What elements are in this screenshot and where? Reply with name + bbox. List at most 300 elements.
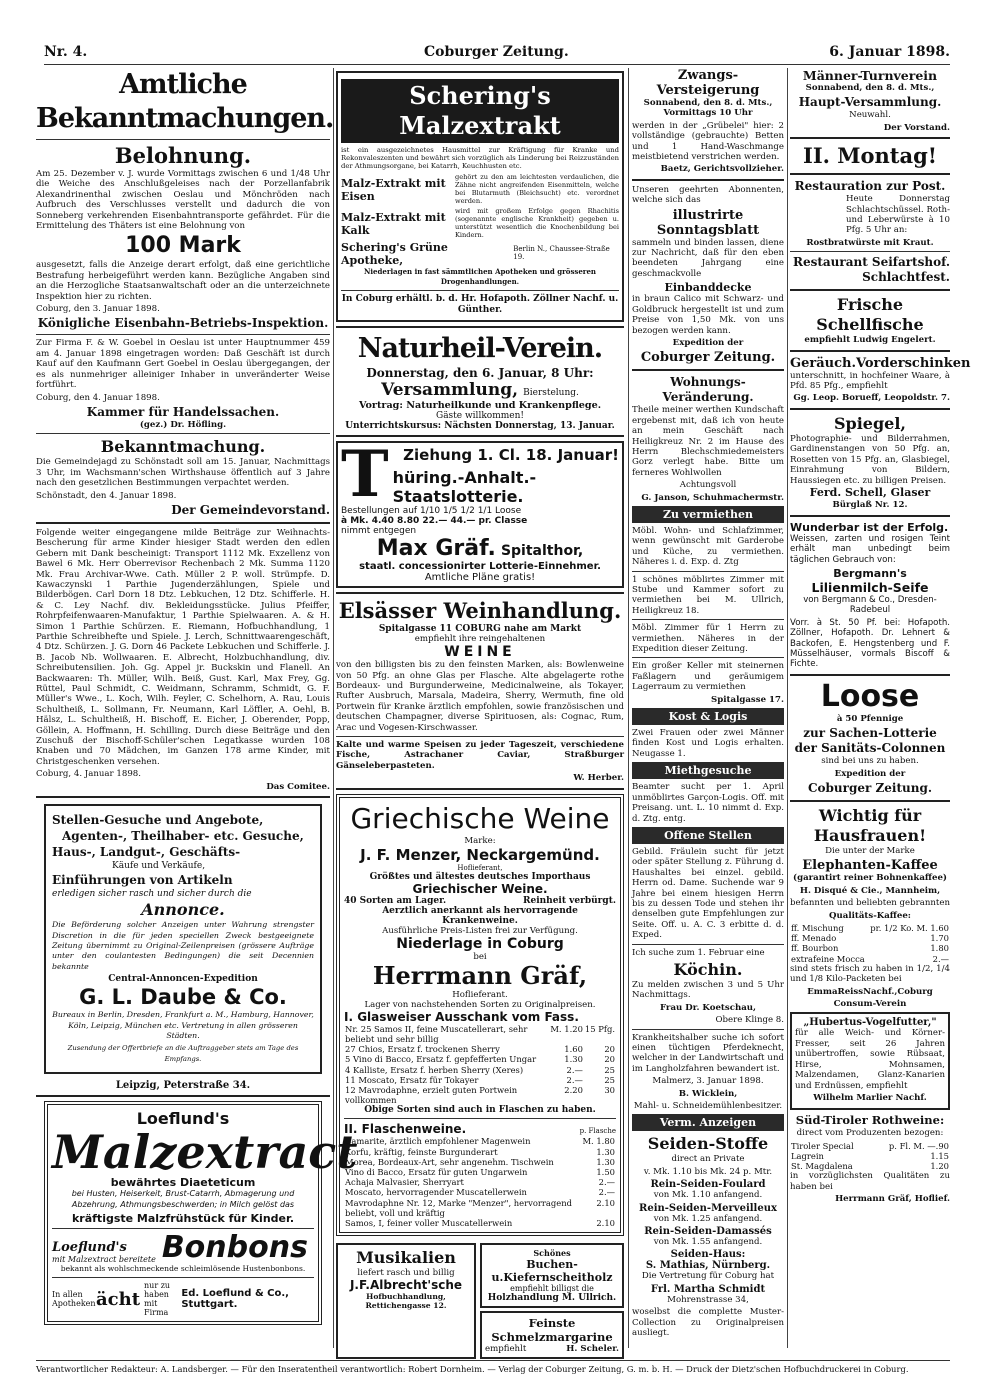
coffee-heading: Wichtig für Hausfrauen!	[813, 806, 927, 845]
lottery-agent-title: staatl. concessionirter Lotterie-Einnehmer.	[359, 561, 601, 573]
tyrol-wine-note: in vorzüglichsten Qualitäten zu haben bei	[790, 1171, 950, 1192]
greek-wine-sorten: 40 Sorten am Lager.	[344, 895, 447, 906]
announcement-title: Bekanntmachung.	[100, 437, 266, 457]
subscriber-text: Unseren geehrten Abonnenten, welche sich das	[632, 184, 784, 206]
wine-row-p2: 20	[604, 1054, 615, 1065]
loeflund-ad	[44, 1101, 358, 1325]
vacancy-text: Gebild. Fräulein sucht für jetzt oder später Stellung z. Führung d. Haushaltes bei einzel. gebild. Herrn od. Dame. Suchende war 9 Jahre bei einem hiesigen Herrn bis zu dessen Tode und stehen ihr denselben gute Empfehlungen zur Seite. Off. u. A. C. 3 erbitte d. d. Exped.	[632, 846, 784, 941]
rent-wanted-text: Beamter sucht per 1. April unmöblirtes Garçon-Logis. Off. mit Preisang. unt. L. 10 nimmt d. Exp. d. Ztg. entg.	[632, 782, 784, 824]
monday-heading: II. Montag!	[803, 143, 937, 169]
firm-notice-text: Zur Firma F. & W. Goebel in Oeslau ist unter Hauptnummer 459 am 4. Januar 1898 eingetragen worden: Daß Geschäft ist durch Kauf auf den Kaufmann Gert Goebel in Oeslau übergegangen, der es als nunmehriger alleiniger Inhaber in unveränderter Weise fortführt.	[36, 338, 330, 391]
schering-apotheke: Schering's Grüne Apotheke,	[341, 240, 448, 267]
donations-signature: Das Comitee.	[266, 781, 330, 792]
daube-line: erledigen sicher rasch und sicher durch die	[52, 889, 252, 900]
daube-line: Käufe und Verkäufe,	[112, 861, 206, 872]
silk-vertretung: Die Vertretung für Coburg hat	[641, 1271, 775, 1282]
soap-firm: von Bergmann & Co., Dresden-Radebeul	[803, 594, 937, 616]
music-text: liefert rasch und billig	[357, 1268, 455, 1279]
greek-wine-hoflieferant: Hoflieferant.	[452, 989, 508, 1000]
wine-row	[344, 1065, 616, 1075]
tyrol-row-p: p. Fl. M. —.90	[888, 1140, 949, 1151]
vacancy-date: Malmerz, 3. Januar 1898.	[652, 1076, 764, 1087]
coffee-row-name: extrafeine Mocca	[791, 953, 865, 964]
wine-row	[344, 1085, 616, 1105]
column-4	[790, 68, 971, 1207]
reward-signature: Königliche Eisenbahn-Betriebs-Inspektion.	[37, 316, 329, 331]
lottery-initial: T	[341, 437, 389, 513]
loeflund-name: Loeflund's	[136, 1109, 230, 1129]
issue-number: Nr. 4.	[44, 44, 88, 60]
daube-cities: Bureaux in Berlin, Dresden, Frankfurt a. M., Hamburg, Hannover, Köln, Leipzig, München etc. Vertretung in allen grösseren Städten.	[52, 1010, 314, 1040]
music-sub: Hofbuchhandlung, Rettichengasse 12.	[365, 1292, 447, 1311]
soap-heading: Wunderbar ist der Erfolg.	[790, 520, 949, 534]
birdseed-text: für alle Weich- und Körner-Fresser, seit 26 Jahren unübertroffen, sowie Rübsaat, Hirse, Mohnsamen, Malzendamen, Glanz-Kanarien und Erdnüssen, empfiehlt	[795, 1028, 945, 1091]
vacancy-cook-signature: Frau Dr. Koetschau,	[659, 1002, 757, 1013]
gym-club-meeting: Haupt-Versammlung.	[798, 95, 942, 110]
wine-row	[344, 1157, 616, 1167]
wine-row-p2: 15 Pfg.	[584, 1023, 615, 1034]
coffee-title: Elephanten-Kaffee	[802, 858, 938, 874]
subscriber-text-3: in braun Calico mit Schwarz- und Goldbruck hergestellt ist und zum Preise von 1,50 Mk. von uns bezogen werden kann.	[632, 294, 784, 336]
coffee-row	[790, 933, 950, 943]
wine-row	[344, 1187, 616, 1197]
restaurant-seifartshof-title: Restaurant Seifartshof.	[792, 255, 950, 270]
silk-haus: Seiden-Haus:	[670, 1249, 746, 1261]
margarine-ad	[480, 1311, 624, 1359]
loeflund-bonbons-pre: Loeflund's	[52, 1239, 127, 1255]
loose-expedition: Expedition der	[834, 768, 906, 779]
coffee-text-2: sind stets frisch zu haben in 1/2, 1/4 und 1/8 Kilo-Packeten bei	[790, 963, 950, 985]
subscriber-decke: Einbanddecke	[664, 281, 752, 295]
wine-row-name: 4 Kalliste, Ersatz f. herben Sherry (Xeres)	[345, 1064, 524, 1075]
silk-title: Seiden-Stoffe	[647, 1134, 769, 1154]
tyrol-wine-title: Süd-Tiroler Rothweine:	[795, 1113, 945, 1128]
reward-amount: 100 Mark	[125, 233, 241, 259]
wine-row-p: 1.50	[596, 1166, 615, 1177]
wine-row-name: 12 Mavrodaphne, erzielt guten Portwein vollkommen	[345, 1084, 518, 1106]
schering-niederlagen: Niederlagen in fast sämmtlichen Apotheken und grösseren Drogenhandlungen.	[363, 266, 597, 287]
restaurant-post-braten: Rostbratwürste mit Kraut.	[806, 237, 934, 248]
announcement-signature: Der Gemeindevorstand.	[171, 502, 330, 517]
reward-title: Belohnung.	[114, 143, 252, 168]
lottery-ziehung: Ziehung 1. Cl. 18. Januar!	[403, 446, 619, 465]
subscriber-title: illustrirte Sonntagsblatt	[656, 207, 760, 238]
loeflund-bonbons: Bonbons	[161, 1229, 308, 1265]
coffee-row-name: ff. Bourbon	[791, 943, 839, 954]
tyrol-row	[790, 1141, 950, 1151]
subscriber-expedition: Expedition der	[672, 337, 744, 348]
coffee-row-p: 2.—	[932, 953, 949, 964]
silk-note: woselbst die complette Muster-Collection zu Originalpreisen ausliegt.	[632, 1307, 784, 1339]
mirror-address: Bürglaß Nr. 12.	[832, 500, 908, 511]
naturheil-location: Bierstelung.	[523, 388, 579, 399]
wood-empfiehlt: empfiehlt billigst die	[510, 1284, 594, 1294]
relocation-text: Theile meiner werthen Kundschaft ergebenst mit, daß ich von heute an mein Geschäft nach Heiligkreuz Nr. 2 im Hause des Herrn Blechschmiedemeisters Gorz verlegt habe. Bitte um ferneres Wohlwollen	[632, 405, 784, 478]
schering-ad	[336, 71, 624, 322]
music-ad	[336, 1243, 476, 1359]
firm-notice-signature-2: (gez.) Dr. Höfling.	[139, 419, 227, 430]
birdseed-title: „Hubertus-Vogelfutter,"	[803, 1017, 937, 1029]
wine-row-name: Achaja Malvasier, Sherryart	[345, 1177, 464, 1188]
silk-sub: direct an Private	[671, 1154, 745, 1165]
coffee-row-name: ff. Menado	[791, 933, 837, 944]
loose-price: à 50 Pfennige	[836, 713, 904, 724]
loose-text: zur Sachen-Lotterie der Sanitäts-Colonnen	[794, 726, 946, 756]
greek-wine-bei: bei	[473, 951, 487, 962]
silk-text: v. Mk. 1.10 bis Mk. 24 p. Mtr.	[643, 1166, 773, 1177]
wine-row-p1: M. 1.20	[550, 1023, 583, 1034]
tyrol-row-p: 1.20	[930, 1161, 949, 1172]
wine-row-p: M. 1.80	[582, 1136, 615, 1147]
greek-wine-table-1	[344, 1024, 616, 1106]
vacancy-cook-text: Zu melden zwischen 3 und 5 Uhr Nachmittags.	[632, 979, 784, 1001]
gym-club-title: Männer-Turnverein	[802, 68, 938, 83]
vacancies-heading: Offene Stellen	[632, 827, 784, 844]
wood-title: Buchen-u.Kiefernscheitholz	[491, 1258, 613, 1285]
wine-row-name: Nr. 25 Samos II, feine Muscatellerart, sehr beliebt und sehr billig	[345, 1023, 528, 1044]
coffee-row-p: pr. 1/2 Ko. M. 1.60	[870, 923, 949, 934]
greek-wine-niederlage: Niederlage in Coburg	[396, 935, 564, 952]
fish-title: Frische Schellfische	[816, 295, 924, 335]
subscriber-text-2: sammeln und binden lassen, diene zur Nachricht, daß für den eben beendeten Jahrgang eine geschmackvolle	[632, 237, 784, 279]
wine-row	[344, 1198, 616, 1218]
soap-brand: Bergmann's	[833, 566, 907, 580]
tyrol-row-name: Tiroler Special	[791, 1140, 854, 1151]
relocation-title: Wohnungs-Veränderung.	[662, 375, 754, 405]
naturheil-versammlung: Versammlung,	[381, 380, 519, 401]
wine-row	[344, 1177, 616, 1187]
auction-text: werden in der „Grübelei" hier: 2 vollständige (gebrauchte) Betten und 1 Hand-Waschmange meistbietend verstrichen werden.	[632, 120, 784, 163]
auction-date: Sonnabend, den 8. d. Mts., Vormittags 10 Uhr	[643, 98, 773, 119]
greek-wine-groesstes: Größtes und ältestes deutsches Importhaus	[369, 871, 591, 882]
wine-row	[344, 1054, 616, 1064]
greek-wine-table-2	[344, 1136, 616, 1228]
wine-row-p1: 2.—	[566, 1074, 583, 1085]
greek-wine-firm: J. F. Menzer, Neckargemünd.	[360, 845, 600, 864]
elsaesser-text: von den billigsten bis zu den feinsten Marken, als: Bowlenweine von 50 Pfg. an ohne Glas per Flasche. Alte abgelagerte rothe Bordeaux- und Burgunderweine, Medicinalweine, als Tokayer, Rufter Ausbruch, Marsala, Madeira, Sherry, Wermuth, fine old Portwein für Kranke ärztlich empfohlen, sowie französischen und deutschen Champagner, diverse Spirituosen, als: Cognac, Rum, Arac und Vogesen-Kirschwasser.	[336, 660, 624, 733]
rent-wanted-heading: Miethgesuche	[632, 762, 784, 779]
daube-address: Leipzig, Peterstraße 34.	[115, 1080, 251, 1092]
wine-row	[344, 1218, 616, 1228]
greek-wine-preislisten: Ausführliche Preis-Listen frei zur Verfügung.	[382, 925, 578, 936]
wine-row	[344, 1147, 616, 1157]
silk-damasses-price: von Mk. 1.55 anfangend.	[653, 1237, 763, 1248]
wine-row	[344, 1136, 616, 1146]
wine-row-name: Camarite, ärztlich empfohlener Magenwein	[345, 1136, 531, 1147]
tyrol-row-name: Lagrein	[791, 1150, 824, 1161]
column-2	[336, 68, 624, 1362]
lottery-agent-address: Spitalthor,	[500, 543, 584, 560]
page-header	[44, 40, 950, 65]
wine-row-name: Mavrodaphne Nr. 12, Marke "Menzer", hervorragend beliebt, voll und kräftig	[345, 1197, 572, 1218]
wine-row-name: Moscato, hervorragender Muscatellerwein	[345, 1187, 527, 1198]
restaurant-post-text: Heute Donnerstag Schlachtschüssel. Roth- und Leberwürste à 10 Pfg. 5 Uhr an:	[846, 194, 950, 236]
birdseed-ad	[790, 1012, 950, 1110]
wine-row-p1: 2.—	[566, 1064, 583, 1075]
to-let-item: Ein großer Keller mit steinernen Faßlagern und geräumigem Lagerraum zu vermiethen	[632, 661, 784, 693]
schering-coburg: In Coburg erhältl. b. d. Hr. Hofapoth. Zöllner Nachf. u. Günther.	[341, 294, 619, 315]
reward-text-2: ausgesetzt, falls die Anzeige derart erfolgt, daß eine gerichtliche Bestrafung herbeigeführt werden kann. Bezügliche Angaben sind an die Herzogliche Staatsanwaltschaft oder an die unterzeichnete Inspektion hier zu richten.	[36, 260, 330, 302]
wood-schoenes: Schönes	[533, 1248, 571, 1259]
gym-club-date: Sonnabend, den 8. d. Mts.,	[805, 83, 935, 93]
loeflund-product: Malzextract	[52, 1125, 358, 1180]
announcement-text: Die Gemeindejagd zu Schönstadt soll am 15. Januar, Nachmittags 3 Uhr, im Wachsmann'schen Wirthshause öffentlich auf 3 Jahre nach den gesetzlichen Bestimmungen verpachtet werden.	[36, 457, 330, 489]
naturheil-vortrag: Vortrag: Naturheilkunde und Krankenpflege.	[358, 400, 602, 412]
daube-line: Stellen-Gesuche und Angebote,	[52, 813, 264, 828]
vacancy-cook-address: Obere Klinge 8.	[715, 1015, 784, 1026]
loeflund-footer-b: ächt	[96, 1288, 141, 1310]
greek-wine-rein: Reinheit verbürgt.	[522, 895, 616, 906]
daube-expedition: Central-Annoncen-Expedition	[108, 974, 258, 985]
wine-row-name: Samos, I, feiner voller Muscatellerwein	[345, 1217, 513, 1228]
elsaesser-signature: W. Herber.	[573, 773, 624, 784]
column-rule	[787, 68, 788, 1348]
lottery-prices: à Mk. 4.40 8.80 22.— 44.— pr. Classe	[341, 516, 528, 527]
music-title: Musikalien	[356, 1248, 456, 1268]
silk-address: Mohrenstrasse 34,	[667, 1294, 749, 1305]
coffee-marke: Die unter der Marke	[825, 846, 915, 856]
coffee-row	[790, 954, 950, 964]
reward-text: Am 25. Dezember v. J. wurde Vormittags zwischen 6 und 1/48 Uhr die Weiche des Anschlußgeleises nach der Porzellanfabrik Alexandrinenthal zwischen Oeslau und Mönchröden nach Aufbruch des Verschlusses verstellt und dadurch die von Sonneberg verkehrenden Eisenbahntransporte gefährdet. Für die Ermittelung des Thäters ist eine Belohnung von	[36, 169, 330, 232]
lottery-ad	[336, 437, 624, 588]
soap-product: Lilienmilch-Seife	[811, 579, 929, 595]
margarine-title: Feinste Schmelzmargarine	[491, 1316, 613, 1345]
lottery-nimmt: nimmt entgegen	[341, 526, 417, 537]
relocation-achtung: Achtungsvoll	[679, 480, 737, 491]
wine-row-name: 11 Moscato, Ersatz für Tokayer	[345, 1074, 479, 1085]
wine-row-p: 2.10	[596, 1217, 615, 1228]
donations-text: Folgende weiter eingegangene milde Beiträge zur Weihnachts-Bescherung für arme Kinder hiesiger Stadt werden den edlen Gebern mit Dank bescheinigt: Transport 1112 Mk. Exzellenz von Bawel 6 Mk. Herr Oberrevisor Rechenbach 2 Mk. Summa 1120 Mk. Frau Archivar-Wwe. Cath. Müller 2 P. woll. Strümpfe. D. Kawaczynski 1 Parthie Jugenderzählungen, Spiele und Bilderbögen. Carl Dorn 18 Dtz. Lebkuchen, 12 Dtz. Schifferle. H. & C. Ley Nachf. div. Bekleidungsstücke. Julius Pfeiffer, Rohrpfeifenwaaren-Manufaktur, 1 Parthie Spielwaaren. A. & H. Simon 1 Parthie Schürzen. E. Riemann, Hofbuchhandlung, 1 Parthie Schreibhefte und Spiele. J. Lerch, Schnittwaarengeschäft, 4 Dtz. Schürzen. J. G. Dorn 46 Packete Lebkuchen und Schifferle. J. B. Jacob Nb. Wollwaaren. E. Albrecht, Holzbuchhandlung, div. Schreibutensilien. Joh. Gg. Appel jr. Buckskin und Flanell. An Backwaaren: Th. Müller, Wilh. Beiß, Gust. Karl, Max Frey, Gg. Rüttel, Paul Schmidt, C. Weidmann, Schramm, Schmidt, G. F. Müller's Wwe., L. Koch, Wilh. Feyler, C. Schelhorn, A. Rau, Louis Schultheiß, L. Sollmann, Fr. Neumann, Karl Löffler, A. Oehl, B. Hälsz, L. Schultheiß, H. Bischoff, E. Eicher, J. Oberender, Popp, Göllein, A. Hoffmann, H. Schilling. Durch diese Beiträge und den Zuschuß der Bischoff-Schüler'schen Legatkasse wurden 108 Knaben und 70 Mädchen, im Ganzen 178 arme Kinder, mit Christgeschenken versehen.	[36, 527, 330, 767]
wood-ad	[480, 1243, 624, 1308]
mirror-signature: Ferd. Schell, Glaser	[809, 485, 931, 499]
wine-row-p1: 1.60	[564, 1044, 583, 1055]
loeflund-sub: bewährtes Diaeteticum	[110, 1176, 256, 1190]
loeflund-text: bei Husten, Heiserkeit, Brust-Catarrh, Abmagerung und Abzehrung, Athmungsbeschwerden; in Milch gelöst das	[71, 1189, 295, 1209]
tyrol-row-name: St. Magdalena	[791, 1161, 853, 1172]
greek-wine-section-2: II. Flaschenweine.	[344, 1122, 467, 1137]
column-3	[632, 68, 784, 1341]
tyrol-row-p: 1.15	[930, 1150, 949, 1161]
firm-notice-date: Coburg, den 4. Januar 1898.	[36, 392, 160, 403]
relocation-signature: G. Janson, Schuhmachermstr.	[641, 492, 784, 503]
announcement-date: Schönstadt, den 4. Januar 1898.	[36, 490, 177, 501]
to-let-item: Möbl. Wohn- und Schlafzimmer, wenn gewünscht mit Garderobe und Küche, zu vermiethen. Näheres i. d. Exp. d. Ztg	[632, 525, 784, 568]
elsaesser-address: Spitalgasse 11 COBURG nahe am Markt	[378, 624, 582, 635]
gym-club-signature: Der Vorstand.	[883, 122, 950, 133]
loose-sub: sind bei uns zu haben.	[821, 756, 919, 767]
greek-wine-title: Griechische Weine	[350, 801, 610, 835]
daube-line: Haus-, Landgut-, Geschäfts-	[52, 845, 241, 860]
wine-row-p1: 1.30	[564, 1054, 583, 1065]
loose-zeitung: Coburger Zeitung.	[807, 781, 933, 795]
wine-row-p2: 25	[604, 1074, 615, 1085]
newspaper-title: Coburger Zeitung.	[424, 44, 569, 60]
coffee-firm: H. Disqué & Cie., Mannheim,	[799, 885, 941, 896]
greek-wine-obige: Obige Sorten sind auch in Flaschen zu haben.	[364, 1105, 596, 1116]
wood-name: Holzhandlung M. Ullrich.	[487, 1293, 617, 1304]
daube-name: G. L. Daube & Co.	[79, 985, 287, 1010]
silk-damasses: Rein-Seiden-Damassés	[644, 1226, 772, 1238]
music-name: J.F.Albrecht'sche	[349, 1278, 463, 1293]
coffee-row	[790, 943, 950, 953]
lottery-plaene: Amtliche Pläne gratis!	[424, 572, 536, 584]
elsaesser-empfiehlt: empfiehlt ihre reingehaltenen	[414, 634, 546, 645]
greek-wine-dealer: Herrmann Gräf,	[372, 960, 588, 990]
silk-foulard: Rein-Seiden-Foulard	[650, 1179, 766, 1191]
greek-wine-aerztlich: Aerztlich anerkannt als hervorragende Krankenweine.	[382, 905, 578, 926]
auction-signature: Baetz, Gerichtsvollzieher.	[660, 164, 784, 175]
coffee-text: befannten und beliebten gebrannten	[790, 898, 951, 909]
wine-row-name: 5 Vino di Bacco, Ersatz f. gepfefferten Ungar	[345, 1054, 537, 1065]
coffee-row-p: 1.80	[930, 943, 949, 954]
elsaesser-weine: WEINE	[444, 644, 516, 661]
daube-line: Einführungen von Artikeln	[52, 873, 233, 888]
to-let-heading: Zu vermiethen	[632, 506, 784, 523]
schering-title: Schering's Malzextrakt	[341, 79, 619, 143]
greek-wine-sub: Griechischer Weine.	[412, 881, 548, 896]
wine-row-p: 2.—	[598, 1187, 615, 1198]
margarine-empfiehlt: empfiehlt	[485, 1344, 527, 1355]
official-notices-heading: Amtliche Bekanntmachungen.	[36, 69, 334, 134]
schering-kalk-text: wird mit großem Erfolge gegen Rhachitis (sogenannte englische Krankheit) gegeben u. unterstützt wesentlich die Knochenbildung bei Kindern.	[455, 206, 619, 239]
schering-eisen-text: gehört zu den am leichtesten verdaulichen, die Zähne nicht angreifenden Eisenmitteln, welche bei Blutarmuth (Bleichsucht) etc. verordnet werden.	[455, 172, 619, 205]
wine-row	[344, 1024, 616, 1044]
to-let-item: 1 schönes möblirtes Zimmer mit Stube und Kammer sofort zu vermiethen bei M. Ullrich, Heiligkreuz 18.	[632, 574, 784, 616]
greek-wine-ad	[336, 794, 624, 1236]
firm-notice-signature: Kammer für Handelssachen.	[86, 404, 280, 419]
donations-date: Coburg, 4. Januar 1898.	[36, 769, 141, 780]
greek-wine-marke: Marke:	[464, 835, 496, 846]
wine-row-p1: 2.20	[564, 1084, 583, 1095]
schering-apotheke-address: Berlin N., Chaussee-Straße 19.	[513, 244, 610, 261]
greek-wine-per-bottle: p. Flasche	[579, 1127, 616, 1136]
greek-wine-firm-note: Hoflieferant,	[457, 863, 503, 872]
loeflund-food: kräftigste Malzfrühstück für Kinder.	[71, 1211, 295, 1225]
wine-row-p2: 25	[604, 1064, 615, 1075]
tyrol-row	[790, 1161, 950, 1171]
reward-date: Coburg, den 3. Januar 1898.	[36, 304, 160, 315]
elsaesser-speisen: Kalte und warme Speisen zu jeder Tageszeit, verschiedene Fische, Astrachaner Caviar, Straßburger Gänseleberpasteten.	[336, 740, 624, 771]
daube-ad	[44, 804, 322, 1074]
column-1	[36, 68, 358, 1329]
column-rule	[628, 68, 629, 1348]
wine-row-p: 2.—	[598, 1177, 615, 1188]
misc-ads-heading: Verm. Anzeigen	[632, 1114, 784, 1131]
wine-row-name: Morea, Bordeaux-Art, sehr angenehm. Tischwein	[345, 1156, 554, 1167]
loeflund-footer-a: In allen Apotheken	[52, 1290, 96, 1309]
auction-title: Zwangs-Versteigerung	[656, 68, 760, 98]
to-let-address: Spitalgasse 17.	[711, 694, 784, 705]
subscriber-zeitung: Coburger Zeitung.	[640, 350, 776, 366]
board-heading: Kost & Logis	[632, 708, 784, 725]
vacancy-text: Krankheitshalber suche ich sofort einen tüchtigen Pferdeknecht, welcher in der Landwirtschaft und im Langholzfahren bewandert ist.	[632, 1032, 784, 1074]
soap-text: Weissen, zarten und rosigen Teint erhält man unbedingt beim täglichen Gebrauch von:	[790, 533, 950, 565]
loeflund-footer-d: Ed. Loeflund & Co., Stuttgart.	[181, 1288, 289, 1311]
lottery-bestellungen: Bestellungen auf 1/10 1/5 1/2 1/1 Loose	[341, 506, 522, 517]
elsaesser-title: Elsässer Weinhandlung.	[338, 598, 622, 624]
schering-intro: ist ein ausgezeichnetes Hausmittel zur Kräftigung für Kranke und Rekonvaleszenten und bewährt sich vorzüglich als Linderung bei Reizzuständen der Athmungsorgane, bei Katarrh, Keuchhusten etc.	[341, 146, 619, 171]
daube-text: Die Beförderung solcher Anzeigen unter Wahrung strengster Discretion in die für jeden speciellen Zweck bestgeeignete Zeitung übernimmt zu Original-Zeilenpreisen (grössere Aufträge unter den coulantesten Bedingungen) die seit Decennien bekannte	[52, 920, 314, 971]
ham-title: Geräuch.Vorderschinken	[790, 355, 971, 371]
tyrol-wine-signature: Herrmann Gräf, Hoflief.	[835, 1194, 950, 1205]
daube-line: Agenten-, Theilhaber- etc. Gesuche,	[62, 829, 304, 844]
fish-empfiehlt: empfiehlt Ludwig Engelert.	[804, 335, 936, 346]
greek-wine-lager: Lager von nachstehenden Sorten zu Originalpreisen.	[364, 999, 596, 1010]
coffee-row-name: ff. Mischung	[791, 923, 844, 934]
wine-row	[344, 1044, 616, 1054]
wine-row-p2: 30	[604, 1084, 615, 1095]
naturheil-kurs: Unterrichtskursus: Nächsten Donnerstag, 13. Januar.	[345, 421, 615, 432]
board-text: Zwei Frauen oder zwei Männer finden Kost und Logis erhalten. Neugasse 1.	[632, 728, 784, 759]
wine-row-p2: 20	[604, 1044, 615, 1055]
wine-row	[344, 1075, 616, 1085]
gym-club-election: Neuwahl.	[849, 110, 891, 121]
wine-row	[344, 1167, 616, 1177]
coffee-sub: (garantirt reiner Bohnenkaffee)	[793, 873, 947, 884]
coffee-table	[790, 923, 950, 964]
soap-vorrat: Vorr. à St. 50 Pf. bei: Hofapoth. Zöllner, Hofapoth. Dr. Lehnert & Backofen, E. Hengstenberg und F. Müsselhäuser, vormals Biscoff & Fichte.	[790, 617, 950, 670]
loeflund-footer-c: nur zu haben mit Firma	[144, 1281, 171, 1318]
naturheil-title: Naturheil-Verein.	[357, 333, 603, 365]
tyrol-row	[790, 1151, 950, 1161]
restaurant-seifartshof-text: Schlachtfest.	[862, 270, 950, 285]
wine-row-name: Vino di Bacco, Ersatz für guten Ungarwein	[345, 1166, 528, 1177]
naturheil-gaeste: Gäste willkommen!	[436, 411, 524, 422]
vacancy-signature-sub: Mahl- u. Schneidemühlenbesitzer.	[633, 1101, 783, 1112]
ham-signature: Gg. Leop. Borueff, Leopoldstr. 7.	[793, 393, 950, 404]
ham-text: unterschnitt, in hochfeiner Waare, à Pfd. 85 Pfg., empfiehlt	[790, 370, 950, 392]
schering-kalk: Malz-Extrakt mit Kalk	[341, 210, 446, 237]
daube-note: Zusendung der Offertbriefe an die Auftraggeber stets am Tage des Empfangs.	[67, 1044, 299, 1063]
lottery-name: hüring.-Anhalt.-Staatslotterie.	[392, 468, 537, 507]
vacancy-cook-title: Köchin.	[673, 959, 743, 979]
mirror-text: Photographie- und Bilderrahmen, Gardinenstangen von 50 Pfg. an, Rosetten von 15 Pfg. an, Glasbiegel, Einrahmung von Bildern, Haussiegen etc. zu billigen Preisen.	[790, 433, 950, 486]
issue-date: 6. Januar 1898.	[829, 44, 950, 60]
loose-title: Loose	[820, 678, 920, 714]
wine-row-p: 1.30	[596, 1156, 615, 1167]
imprint-footer: Verantwortlicher Redakteur: A. Landsberger. — Für den Inseratentheil verantwortlich: Robert Dornheim. — Verlag der Coburger Zeitung, G. m. b. H. — Druck der Dietz'schen Hofbuchdruckerei in Coburg.	[36, 1360, 950, 1374]
mirror-title: Spiegel,	[833, 413, 906, 433]
silk-merveilleux-price: von Mk. 1.25 anfangend.	[653, 1213, 763, 1224]
coffee-row-p: 1.70	[930, 933, 949, 944]
birdseed-signature: Wilhelm Marlier Nachf.	[813, 1092, 927, 1103]
daube-annonce: Annonce.	[141, 900, 225, 920]
silk-merveilleux: Rein-Seiden-Merveilleux	[639, 1202, 777, 1214]
silk-name: S. Mathias, Nürnberg.	[645, 1260, 771, 1272]
tyrol-wine-table	[790, 1141, 950, 1172]
loeflund-bonbons-note: mit Malzextract bereitete	[52, 1254, 156, 1264]
coffee-row	[790, 923, 950, 933]
lottery-agent: Max Gräf.	[376, 536, 496, 562]
coffee-dealer-2: Consum-Verein	[833, 999, 907, 1010]
coffee-dealer: EmmaReissNachf.,Coburg	[807, 986, 933, 997]
coffee-qualitaet: Qualitäts-Kaffee:	[829, 910, 911, 921]
greek-wine-section-1: I. Glasweiser Ausschank vom Fass.	[344, 1009, 579, 1024]
tyrol-wine-text: direct vom Produzenten bezogen:	[796, 1128, 944, 1139]
wine-row-p: 2.10	[596, 1197, 615, 1208]
wine-row-name: 27 Chios, Ersatz f. trockenen Sherry	[345, 1044, 500, 1055]
loeflund-husten: bekannt als wohlschmeckende schleimlösende Hustenbonbons.	[60, 1263, 306, 1273]
vacancy-text: Ich suche zum 1. Februar eine	[632, 947, 765, 958]
vacancy-signature: B. Wicklein,	[678, 1088, 738, 1099]
naturheil-date: Donnerstag, den 6. Januar, 8 Uhr:	[366, 366, 594, 381]
restaurant-post-title: Restauration zur Post.	[794, 179, 946, 194]
wine-row-name: Korfu, kräftig, feinste Burgunderart	[345, 1146, 498, 1157]
silk-agent: Frl. Martha Schmidt	[650, 1283, 766, 1295]
margarine-name: H. Scheler.	[566, 1344, 619, 1355]
schering-eisen: Malz-Extrakt mit Eisen	[341, 176, 446, 203]
to-let-item: Möbl. Zimmer für 1 Herrn zu vermiethen. Näheres in der Expedition dieser Zeitung.	[632, 623, 784, 655]
